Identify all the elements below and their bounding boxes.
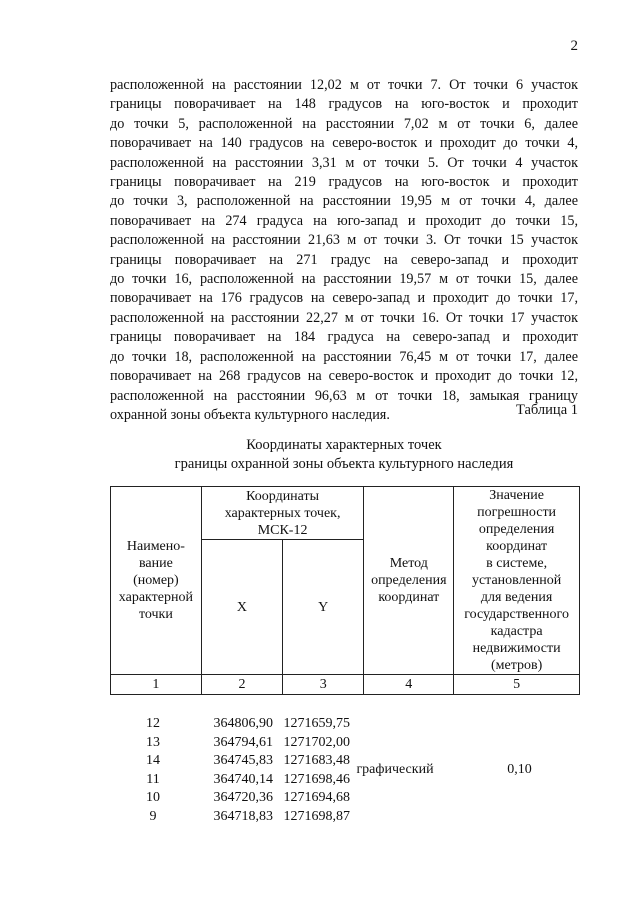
paragraph-line: границы поворачивает на 271 градус на северо-запад и проходит <box>110 251 578 268</box>
header-text: характерной <box>118 590 193 605</box>
paragraph-line: до точки 18, расположенной на расстоянии 76,45 м от точки 17, далее <box>110 348 578 365</box>
header-text: погрешности <box>477 505 557 520</box>
y-coordinate: 1271698,87 <box>283 808 350 824</box>
point-number: 12 <box>146 716 160 731</box>
table-caption-line1: Координаты характерных точек <box>246 437 442 453</box>
header-error <box>454 487 580 675</box>
x-coordinate: 364720,36 <box>213 790 273 806</box>
header-text: Значение <box>489 488 544 503</box>
header-text: государственного <box>464 607 569 622</box>
index-cell: 4 <box>364 675 454 695</box>
paragraph-line: поворачивает на 268 градусов на северо-восток и проходит до точки 12, <box>110 368 578 385</box>
x-coordinate: 364745,83 <box>213 753 273 769</box>
table-caption-line2: границы охранной зоны объекта культурного наследия <box>174 456 514 472</box>
header-text: определения <box>478 522 555 537</box>
table-caption <box>110 436 578 474</box>
paragraph-line: расположенной на расстоянии 12,02 м от точки 7. От точки 6 участок <box>110 77 578 93</box>
header-text: для ведения <box>480 590 553 605</box>
method-value: графический <box>356 762 434 777</box>
header-x: X <box>201 540 282 675</box>
header-text: координат <box>378 590 440 605</box>
paragraph-line: расположенной на расстоянии 21,63 м от точки 3. От точки 15 участок <box>110 232 578 249</box>
y-coordinate: 1271694,68 <box>283 790 350 806</box>
header-text: Координаты <box>246 488 320 504</box>
header-method <box>364 487 454 675</box>
header-text: Метод <box>389 556 428 571</box>
point-number: 9 <box>149 808 157 824</box>
paragraph-line: до точки 3, расположенной на расстоянии 19,95 м от точки 4, далее <box>110 193 578 210</box>
paragraph-line: границы поворачивает на 148 градусов на юго-восток и проходит <box>110 96 578 113</box>
table-row <box>110 790 580 809</box>
y-coordinate: 1271683,48 <box>283 753 350 769</box>
x-coordinate: 364794,61 <box>213 734 273 750</box>
y-coordinate: 1271659,75 <box>283 716 350 731</box>
header-text: вание <box>138 556 173 571</box>
header-text: МСК-12 <box>257 522 308 538</box>
page-number: 2 <box>570 38 578 54</box>
header-text: в системе, <box>486 556 548 571</box>
header-text: недвижимости <box>472 641 561 656</box>
paragraph-line: границы поворачивает на 184 градуса на северо-запад и проходит <box>110 329 578 346</box>
point-number: 13 <box>146 734 160 750</box>
paragraph-line: поворачивает на 140 градусов на северо-восток и проходит до точки 4, <box>110 135 578 152</box>
header-text: определения <box>371 573 447 588</box>
table-row <box>110 735 580 754</box>
paragraph-line: до точки 5, расположенной на расстоянии 7,02 м от точки 6, далее <box>110 115 578 132</box>
header-text: кадастра <box>490 624 543 639</box>
paragraph-line: охранной зоны объекта культурного наследия. <box>110 406 390 423</box>
header-text: характерных точек, <box>224 505 341 521</box>
table-row <box>110 716 580 735</box>
x-coordinate: 364718,83 <box>213 808 273 824</box>
index-cell: 1 <box>111 675 202 695</box>
paragraph-line: границы поворачивает на 219 градусов на юго-восток и проходит <box>110 174 578 191</box>
header-point-name <box>111 487 202 675</box>
y-coordinate: 1271698,46 <box>283 771 350 787</box>
header-coordinates-group <box>201 487 364 540</box>
header-text: Наимено- <box>126 539 185 554</box>
header-text: координат <box>486 539 548 554</box>
paragraph-line: поворачивает на 274 градуса на юго-запад и проходит до точки 15, <box>110 212 578 229</box>
x-coordinate: 364806,90 <box>213 716 273 731</box>
table-label: Таблица 1 <box>515 402 578 418</box>
index-cell: 3 <box>283 675 364 695</box>
x-coordinate: 364740,14 <box>213 771 273 787</box>
table-row <box>110 809 580 828</box>
point-number: 14 <box>146 753 160 769</box>
paragraph-line: расположенной на расстоянии 3,31 м от точки 5. От точки 4 участок <box>110 154 578 171</box>
header-y: Y <box>283 540 364 675</box>
body-paragraph <box>110 76 578 425</box>
coordinates-table <box>110 486 580 695</box>
header-text: (метров) <box>490 658 543 673</box>
paragraph-line: расположенной на расстоянии 96,63 м от точки 18, замыкая границу <box>110 387 578 404</box>
paragraph-line: до точки 16, расположенной на расстоянии 19,57 м от точки 15, далее <box>110 271 578 288</box>
error-value: 0,10 <box>507 762 532 777</box>
index-cell: 5 <box>454 675 580 695</box>
paragraph-line: поворачивает на 176 градусов на северо-запад и проходит до точки 17, <box>110 290 578 307</box>
header-text: установленной <box>471 573 562 588</box>
paragraph-line: расположенной на расстоянии 22,27 м от точки 16. От точки 17 участок <box>110 309 578 326</box>
index-cell: 2 <box>201 675 282 695</box>
header-text: точки <box>138 607 173 622</box>
point-number: 11 <box>146 771 160 787</box>
point-number: 10 <box>146 790 160 806</box>
header-text: (номер) <box>133 573 179 588</box>
y-coordinate: 1271702,00 <box>283 734 350 750</box>
